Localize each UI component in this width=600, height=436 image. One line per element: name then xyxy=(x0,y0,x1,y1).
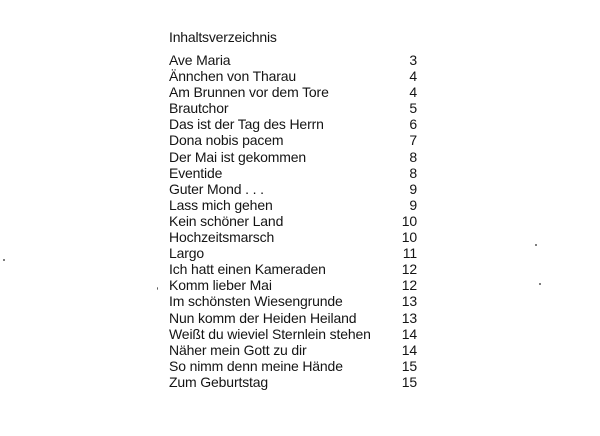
toc-entry-title: Weißt du wieviel Sternlein stehen xyxy=(169,325,371,342)
toc-entry-title: Guter Mond . . . xyxy=(169,180,264,197)
toc-entry-page: 4 xyxy=(409,68,417,85)
toc-entry-page: 6 xyxy=(409,116,417,133)
toc-entry-title: Largo xyxy=(169,245,205,262)
toc-entry-page: 13 xyxy=(401,293,417,310)
toc-entry xyxy=(169,326,417,342)
toc-entry-page: 14 xyxy=(401,325,417,342)
toc-entry-title: Hochzeitsmarsch xyxy=(169,229,275,246)
scan-speck xyxy=(535,244,537,246)
toc-entry xyxy=(169,213,417,229)
toc-entry xyxy=(169,245,417,261)
toc-entry-title: Ich hatt einen Kameraden xyxy=(169,261,326,278)
toc-entry xyxy=(169,132,417,148)
toc-entry-title: Näher mein Gott zu dir xyxy=(169,341,307,358)
toc-entry xyxy=(169,310,417,326)
toc-entry xyxy=(169,358,417,374)
toc-entry-page: 4 xyxy=(409,84,417,101)
scan-speck xyxy=(157,287,158,290)
toc-entry-page: 12 xyxy=(401,261,417,278)
toc-entry xyxy=(169,229,417,245)
toc-entry xyxy=(169,277,417,293)
toc-entry xyxy=(169,261,417,277)
toc-entry-page: 8 xyxy=(409,148,417,165)
scan-speck xyxy=(3,259,5,261)
toc-entry xyxy=(169,116,417,132)
toc-entry xyxy=(169,68,417,84)
toc-entry-title: Das ist der Tag des Herrn xyxy=(169,116,324,133)
toc-entry-title: Komm lieber Mai xyxy=(169,277,272,294)
toc-entry-title: Dona nobis pacem xyxy=(169,132,284,149)
toc-entry-title: Brautchor xyxy=(169,100,229,117)
toc-entry-page: 14 xyxy=(401,341,417,358)
toc-entry xyxy=(169,165,417,181)
toc-entry-page: 11 xyxy=(402,245,417,262)
toc-entry-page: 5 xyxy=(409,100,417,117)
toc-entry xyxy=(169,149,417,165)
toc-entry-title: Im schönsten Wiesengrunde xyxy=(169,293,343,310)
toc-entry xyxy=(169,293,417,309)
toc-entry-title: Lass mich gehen xyxy=(169,196,273,213)
toc-entry-page: 13 xyxy=(401,309,417,326)
toc-entry xyxy=(169,52,417,68)
toc-entry xyxy=(169,197,417,213)
toc-entry-page: 10 xyxy=(401,212,417,229)
toc-entry-page: 15 xyxy=(401,357,417,374)
toc-heading: Inhaltsverzeichnis xyxy=(169,29,277,45)
toc-entry-title: Eventide xyxy=(169,164,223,181)
toc-entry-page: 8 xyxy=(409,164,417,181)
toc-entry xyxy=(169,342,417,358)
table-of-contents xyxy=(169,52,417,390)
toc-entry xyxy=(169,84,417,100)
toc-entry-title: So nimm denn meine Hände xyxy=(169,357,343,374)
toc-entry-page: 9 xyxy=(409,180,417,197)
toc-entry-title: Zum Geburtstag xyxy=(169,373,269,390)
toc-entry-title: Kein schöner Land xyxy=(169,212,284,229)
toc-entry-title: Nun komm der Heiden Heiland xyxy=(169,309,357,326)
toc-entry-page: 12 xyxy=(401,277,417,294)
toc-entry-page: 7 xyxy=(409,132,417,149)
toc-entry xyxy=(169,100,417,116)
toc-entry-page: 9 xyxy=(409,196,417,213)
toc-entry-page: 3 xyxy=(409,52,417,68)
toc-entry-title: Ännchen von Tharau xyxy=(169,68,297,85)
toc-entry xyxy=(169,181,417,197)
toc-entry-title: Der Mai ist gekommen xyxy=(169,148,307,165)
toc-entry xyxy=(169,374,417,390)
toc-entry-page: 10 xyxy=(401,229,417,246)
toc-entry-page: 15 xyxy=(401,373,417,390)
toc-entry-title: Ave Maria xyxy=(169,52,231,68)
scan-speck xyxy=(539,283,541,285)
toc-entry-title: Am Brunnen vor dem Tore xyxy=(169,84,329,101)
